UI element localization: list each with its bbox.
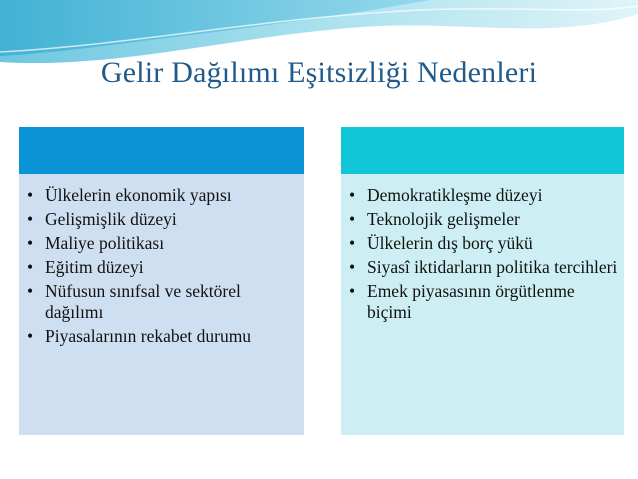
list-item: • Ülkelerin dış borç yükü [349,233,533,253]
bullet-icon: • [349,209,356,229]
list-item: • Nüfusun sınıfsal ve sektörel dağılımı [27,281,241,322]
right-column-list [349,185,618,326]
list-item: • Teknolojik gelişmeler [349,209,520,229]
bullet-icon: • [349,281,356,301]
bullet-icon: • [27,257,34,277]
bullet-icon: • [27,233,34,253]
left-column-header [19,127,304,174]
list-item: • Demokratikleşme düzeyi [349,185,543,205]
bullet-icon: • [349,233,356,253]
bullet-icon: • [27,209,34,229]
list-item: • Gelişmişlik düzeyi [27,209,177,229]
right-column-header [341,127,624,174]
bullet-icon: • [349,185,356,205]
bullet-icon: • [27,281,34,301]
list-item: • Maliye politikası [27,233,165,253]
slide-title: Gelir Dağılımı Eşitsizliği Nedenleri [100,56,538,89]
list-item: • Siyasî iktidarların politika tercihleri [349,257,618,277]
list-item: • Eğitim düzeyi [27,257,144,277]
list-item: • Ülkelerin ekonomik yapısı [27,185,232,205]
left-column-list [27,185,298,350]
bullet-icon: • [349,257,356,277]
left-column-card [19,127,304,435]
list-item: • Emek piyasasının örgütlenme biçimi [349,281,575,322]
list-item: • Piyasalarının rekabet durumu [27,326,252,346]
right-column-card [341,127,624,435]
bullet-icon: • [27,326,34,346]
bullet-icon: • [27,185,34,205]
